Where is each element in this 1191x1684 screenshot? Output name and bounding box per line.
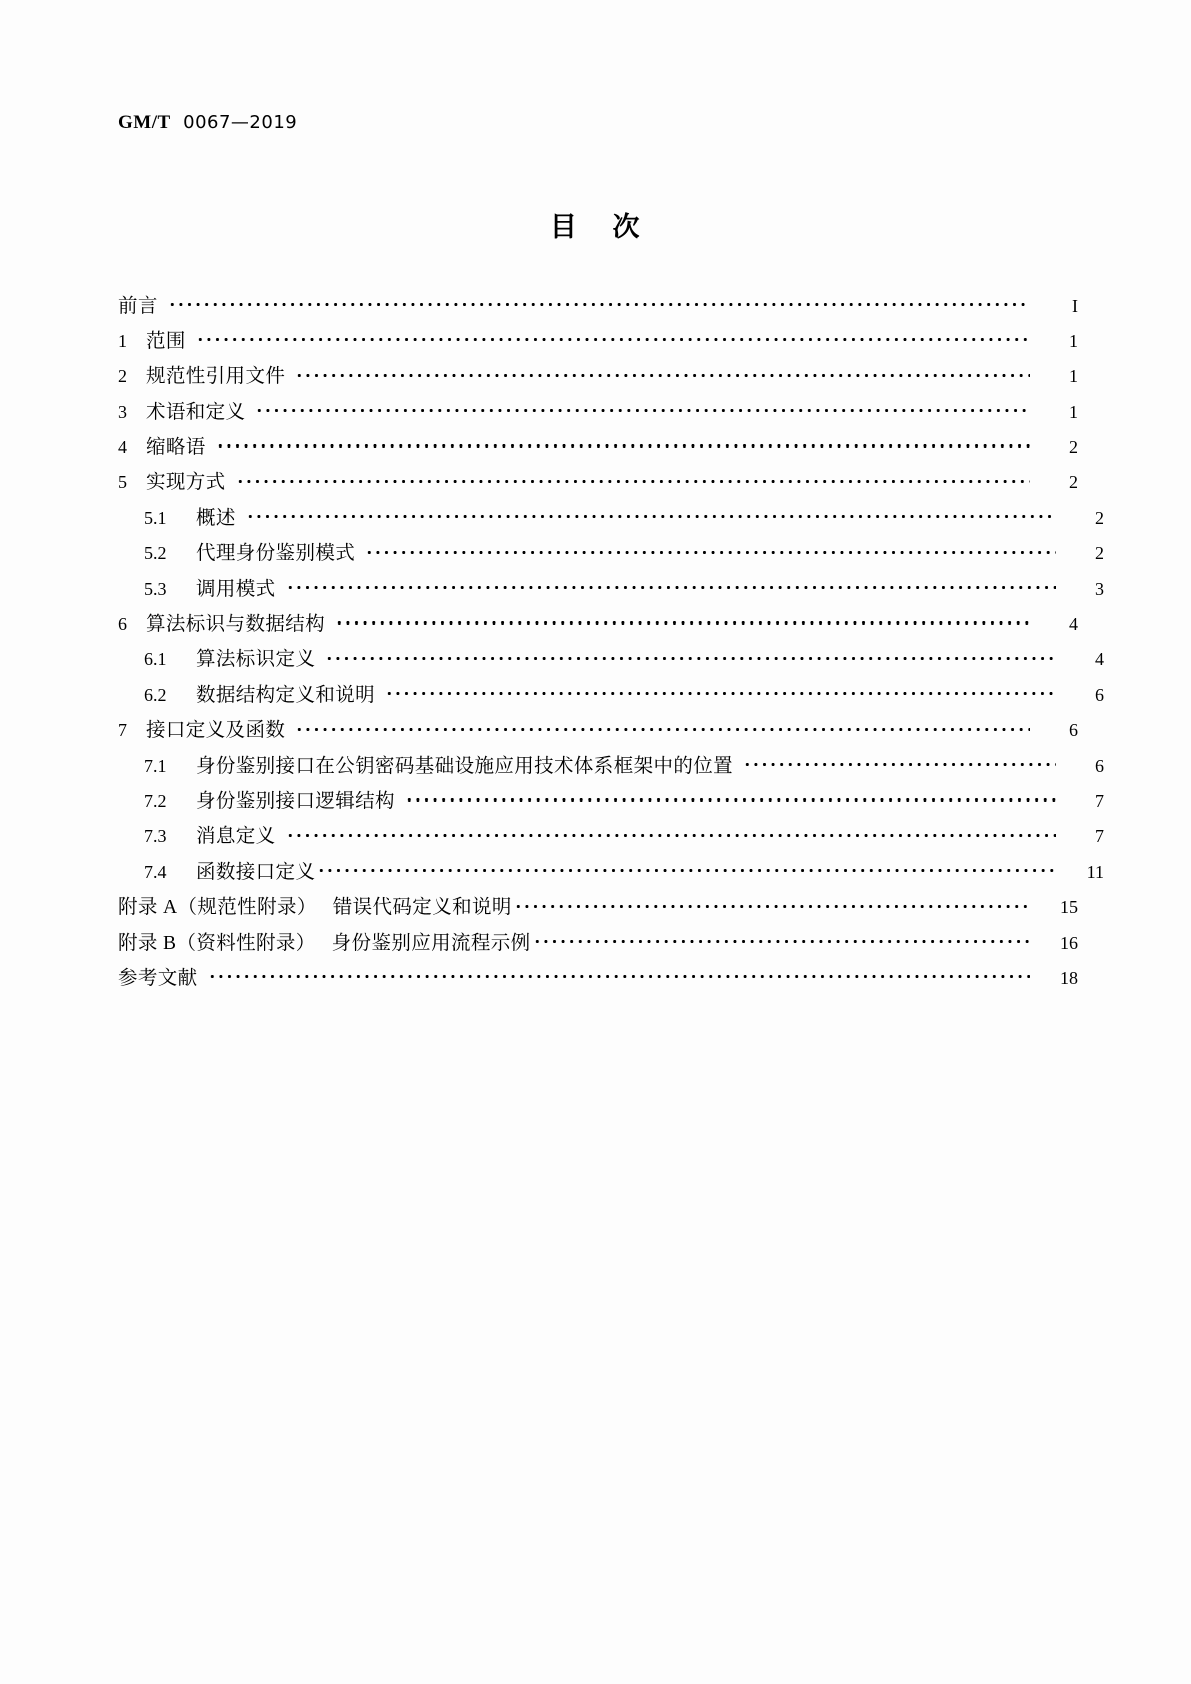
toc-entry-page-number: 2 — [1095, 507, 1104, 528]
toc-entry[interactable] — [118, 540, 1104, 575]
toc-entry-page-number: 7 — [1095, 826, 1104, 847]
toc-entry[interactable] — [118, 858, 1104, 893]
toc-leader-dots — [295, 717, 1030, 737]
toc-entry-page-number: 3 — [1095, 578, 1104, 599]
toc-entry[interactable] — [118, 363, 1078, 398]
toc-entry-page-number: 6 — [1095, 755, 1104, 776]
toc-leader-dots — [246, 504, 1056, 524]
table-of-contents — [118, 292, 1104, 1000]
toc-entry-label — [118, 473, 236, 493]
toc-entry-text: 术语和定义 — [146, 401, 246, 423]
toc-entry-page-number: 11 — [1086, 861, 1104, 882]
toc-entry-text: 接口定义及函数 — [146, 720, 286, 742]
toc-entry-page-number: 7 — [1095, 790, 1104, 811]
toc-leader-dots — [514, 894, 1030, 914]
toc-entry-number: 5 — [118, 472, 127, 493]
toc-entry[interactable] — [118, 787, 1104, 822]
toc-entry-number: 5.1 — [144, 507, 167, 528]
toc-entry-number: 6 — [118, 614, 127, 635]
toc-entry-text: 消息定义 — [196, 826, 276, 848]
toc-leader-dots — [335, 611, 1030, 631]
toc-entry[interactable] — [118, 504, 1104, 539]
toc-entry-number: 5.3 — [144, 578, 167, 599]
toc-leader-dots — [533, 929, 1030, 949]
toc-entry-page-number: 1 — [1069, 366, 1078, 387]
toc-leader-dots — [317, 858, 1056, 878]
toc-entry[interactable] — [118, 717, 1078, 752]
toc-entry[interactable] — [118, 823, 1104, 858]
toc-leader-dots — [168, 292, 1030, 312]
toc-entry-text: 调用模式 — [196, 578, 276, 600]
toc-entry-text: 算法标识与数据结构 — [146, 614, 326, 636]
toc-entry-page-number: 18 — [1060, 967, 1078, 988]
toc-entry-label — [118, 721, 295, 741]
toc-entry-label — [144, 792, 405, 812]
toc-entry-number: 5.2 — [144, 543, 167, 564]
toc-entry[interactable] — [118, 929, 1078, 964]
toc-entry[interactable] — [118, 575, 1104, 610]
toc-entry-label — [118, 297, 168, 317]
toc-entry-text: 前言 — [118, 295, 158, 317]
toc-entry-number: 6.1 — [144, 649, 167, 670]
toc-entry[interactable] — [118, 646, 1104, 681]
toc-entry[interactable] — [118, 681, 1104, 716]
toc-entry[interactable] — [118, 398, 1078, 433]
toc-entry-number: 1 — [118, 330, 127, 351]
toc-entry-label — [144, 757, 743, 777]
toc-entry-text: 函数接口定义 — [196, 861, 316, 883]
document-header — [118, 112, 297, 134]
toc-entry-page-number: 1 — [1069, 401, 1078, 422]
toc-entry-text: 概述 — [196, 507, 236, 529]
toc-entry-page-number: 2 — [1069, 472, 1078, 493]
toc-entry-text: 身份鉴别接口在公钥密码基础设施应用技术体系框架中的位置 — [196, 755, 734, 777]
toc-entry-text: 附录 A（规范性附录） — [118, 897, 317, 919]
toc-entry-number: 3 — [118, 401, 127, 422]
toc-entry-page-number: 2 — [1095, 543, 1104, 564]
toc-entry[interactable] — [118, 894, 1078, 929]
toc-leader-dots — [196, 327, 1030, 347]
toc-entry-number: 7.4 — [144, 861, 167, 882]
toc-entry-number: 4 — [118, 437, 127, 458]
toc-leader-dots — [286, 575, 1056, 595]
toc-entry[interactable] — [118, 752, 1104, 787]
toc-leader-dots — [208, 964, 1030, 984]
page-title-char-2: 次 — [612, 212, 642, 242]
toc-entry-number: 7.3 — [144, 826, 167, 847]
toc-entry-text: 数据结构定义和说明 — [196, 684, 376, 706]
toc-entry-page-number: I — [1072, 295, 1078, 316]
toc-entry-text: 参考文献 — [118, 967, 198, 989]
toc-entry-page-number: 16 — [1060, 932, 1078, 953]
toc-leader-dots — [236, 469, 1030, 489]
toc-leader-dots — [365, 540, 1056, 560]
toc-entry-page-number: 1 — [1069, 330, 1078, 351]
toc-entry-page-number: 6 — [1095, 684, 1104, 705]
toc-entry-number: 7.1 — [144, 755, 167, 776]
toc-entry-label — [144, 650, 325, 670]
toc-leader-dots — [255, 398, 1030, 418]
toc-entry-number: 6.2 — [144, 684, 167, 705]
toc-entry-text: 身份鉴别接口逻辑结构 — [196, 790, 395, 812]
toc-entry[interactable] — [118, 434, 1078, 469]
toc-leader-dots — [743, 752, 1056, 772]
toc-entry-subtext: 错误代码定义和说明 — [332, 897, 512, 919]
toc-entry-page-number: 15 — [1060, 897, 1078, 918]
toc-entry[interactable] — [118, 292, 1078, 327]
toc-entry-text: 缩略语 — [146, 437, 206, 459]
toc-entry-label — [144, 580, 286, 600]
toc-entry-label — [118, 438, 216, 458]
toc-entry-text: 规范性引用文件 — [146, 366, 286, 388]
toc-entry-label — [144, 863, 317, 883]
toc-entry[interactable] — [118, 964, 1078, 999]
toc-leader-dots — [295, 363, 1030, 383]
standard-number: 0067—2019 — [183, 112, 298, 133]
toc-entry-label — [118, 332, 196, 352]
toc-entry-page-number: 4 — [1069, 614, 1078, 635]
toc-entry-text: 附录 B（资料性附录） — [118, 932, 316, 954]
toc-entry-subtext: 身份鉴别应用流程示例 — [331, 932, 531, 954]
toc-leader-dots — [286, 823, 1056, 843]
toc-entry-page-number: 4 — [1095, 649, 1104, 670]
toc-entry[interactable] — [118, 469, 1078, 504]
toc-entry-label — [118, 898, 514, 918]
toc-entry-label — [144, 544, 365, 564]
toc-entry-label — [118, 969, 208, 989]
toc-leader-dots — [216, 434, 1030, 454]
toc-leader-dots — [385, 681, 1056, 701]
toc-entry-label — [144, 686, 385, 706]
toc-entry-label — [144, 827, 286, 847]
standard-prefix: GM/T — [118, 112, 171, 133]
toc-entry-number: 2 — [118, 366, 127, 387]
toc-entry-number: 7.2 — [144, 790, 167, 811]
toc-entry[interactable] — [118, 611, 1078, 646]
toc-entry[interactable] — [118, 327, 1078, 362]
toc-leader-dots — [405, 787, 1056, 807]
toc-entry-page-number: 2 — [1069, 437, 1078, 458]
toc-entry-page-number: 6 — [1069, 720, 1078, 741]
page-title — [0, 205, 1191, 244]
toc-entry-label — [118, 367, 295, 387]
toc-entry-number: 7 — [118, 720, 127, 741]
toc-entry-label — [144, 509, 246, 529]
toc-entry-text: 代理身份鉴别模式 — [196, 543, 356, 565]
toc-entry-label — [118, 934, 533, 954]
toc-leader-dots — [325, 646, 1056, 666]
toc-entry-text: 实现方式 — [146, 472, 226, 494]
toc-entry-text: 范围 — [146, 330, 186, 352]
toc-entry-label — [118, 403, 255, 423]
page-title-char-1: 目 — [549, 212, 579, 242]
toc-entry-text: 算法标识定义 — [196, 649, 316, 671]
toc-entry-label — [118, 615, 335, 635]
